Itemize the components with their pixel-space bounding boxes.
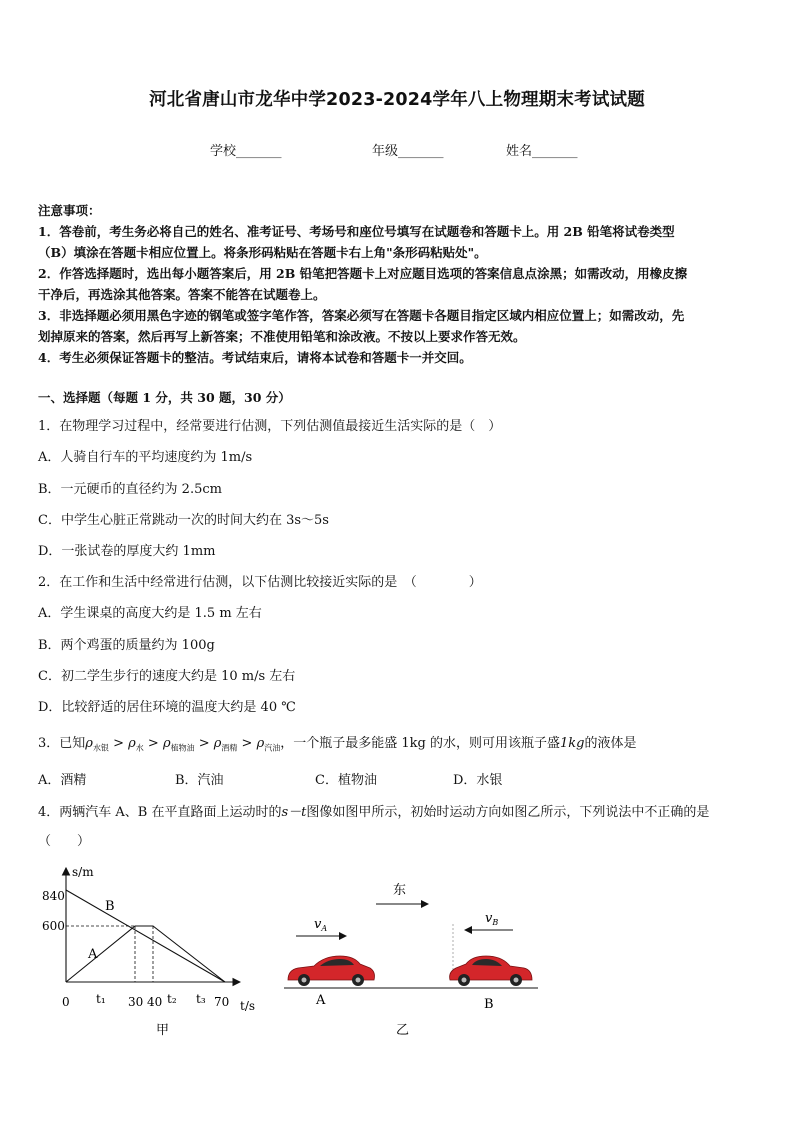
q2-option-d: D．比较舒适的居住环境的温度大约是 40 ℃	[38, 700, 296, 715]
name-field: 姓名_______	[506, 144, 578, 159]
vb-label: $v_B$	[485, 911, 499, 927]
line-a-label: A	[88, 947, 98, 962]
q4-stem: 4．两辆汽车 A、B 在平直路面上运动时的s－t图像如图甲所示，初始时运动方向如图乙所示，下列说法中不正确的是	[38, 805, 710, 820]
figure-caption-jia: 甲	[156, 1023, 170, 1038]
q1-option-a: A．人骑自行车的平均速度约为 1m/s	[38, 450, 253, 465]
q3-option-c: C．植物油	[315, 773, 377, 788]
q4-paren: （ ）	[38, 834, 91, 849]
y-axis-label: s/m	[72, 865, 94, 879]
va-label: $v_A$	[314, 917, 328, 933]
grade-field: 年级_______	[372, 144, 444, 159]
x-tick-70: 70	[214, 995, 230, 1009]
cars-figure	[280, 870, 550, 1040]
car-b-icon	[450, 956, 532, 986]
x-tick-30: 30	[128, 995, 144, 1009]
x-tick-40: 40	[147, 995, 163, 1009]
q1-option-d: D．一张试卷的厚度大约 1mm	[38, 544, 216, 559]
notes-block	[38, 200, 760, 368]
x-axis-label: t/s	[240, 999, 256, 1013]
notes-line: 干净后，再选涂其他答案。答案不能答在试题卷上。	[38, 287, 326, 302]
q2-option-a: A．学生课桌的高度大约是 1.5 m 左右	[38, 606, 262, 621]
x-tick-t2: t₂	[167, 992, 177, 1006]
q2-option-b: B．两个鸡蛋的质量约为 100g	[38, 638, 215, 653]
notes-line: 2．作答选择题时，选出每小题答案后，用 2B 铅笔把答题卡上对应题目选项的答案信息点涂黑；如需改动，用橡皮擦	[38, 266, 688, 281]
q1-option-c: C．中学生心脏正常跳动一次的时间大约在 3s～5s	[38, 513, 329, 528]
line-b-label: B	[105, 899, 115, 914]
st-graph-figure	[30, 862, 270, 1042]
section-heading: 一、选择题（每题 1 分，共 30 题，30 分）	[38, 390, 291, 405]
y-tick-600: 600	[42, 919, 65, 933]
car-b-label: B	[484, 997, 494, 1012]
notes-line: （B）填涂在答题卡相应位置上。将条形码粘贴在答题卡右上角"条形码粘贴处"。	[38, 245, 487, 260]
line-b	[66, 890, 225, 982]
notes-line: 4．考生必须保证答题卡的整洁。考试结束后，请将本试卷和答题卡一并交回。	[38, 350, 472, 365]
q1-option-b: B．一元硬币的直径约为 2.5cm	[38, 482, 222, 497]
q3-option-b: B．汽油	[175, 773, 224, 788]
x-tick-t3: t₃	[196, 992, 206, 1006]
car-a-label: A	[316, 993, 326, 1008]
school-field: 学校_______	[210, 144, 282, 159]
q3-option-a: A．酒精	[38, 773, 87, 788]
x-tick-t1: t₁	[96, 992, 106, 1006]
q3-stem: 3．已知$\rho_{水银} > \rho_水 > \rho_{植物油} > \rho_{酒精} > \rho_{汽油}$，一个瓶子最多能盛 1kg 的水，则可用该瓶子盛1kg的液体是	[38, 736, 637, 753]
east-label: 东	[393, 883, 407, 898]
q2-option-c: C．初二学生步行的速度大约是 10 m/s 左右	[38, 669, 296, 684]
q3-option-d: D．水银	[453, 773, 503, 788]
notes-line: 划掉原来的答案，然后再写上新答案；不准使用铅笔和涂改液。不按以上要求作答无效。	[38, 329, 526, 344]
q2-stem: 2．在工作和生活中经常进行估测，以下估测比较接近实际的是 （ ）	[38, 575, 482, 590]
notes-line: 3．非选择题必须用黑色字迹的钢笔或签字笔作答，答案必须写在答题卡各题目指定区域内相应位置上；如需改动，先	[38, 308, 685, 323]
figure-caption-yi: 乙	[396, 1023, 410, 1038]
car-a-icon	[288, 956, 375, 986]
notes-heading: 注意事项：	[38, 203, 101, 218]
page-title: 河北省唐山市龙华中学2023-2024学年八上物理期末考试试题	[149, 90, 645, 110]
x-tick-0: 0	[62, 995, 70, 1009]
notes-line: 1．答卷前，考生务必将自己的姓名、准考证号、考场号和座位号填写在试题卷和答题卡上。用 2B 铅笔将试卷类型	[38, 224, 675, 239]
y-tick-840: 840	[42, 889, 65, 903]
q1-stem: 1．在物理学习过程中，经常要进行估测，下列估测值最接近生活实际的是（ ）	[38, 419, 502, 434]
